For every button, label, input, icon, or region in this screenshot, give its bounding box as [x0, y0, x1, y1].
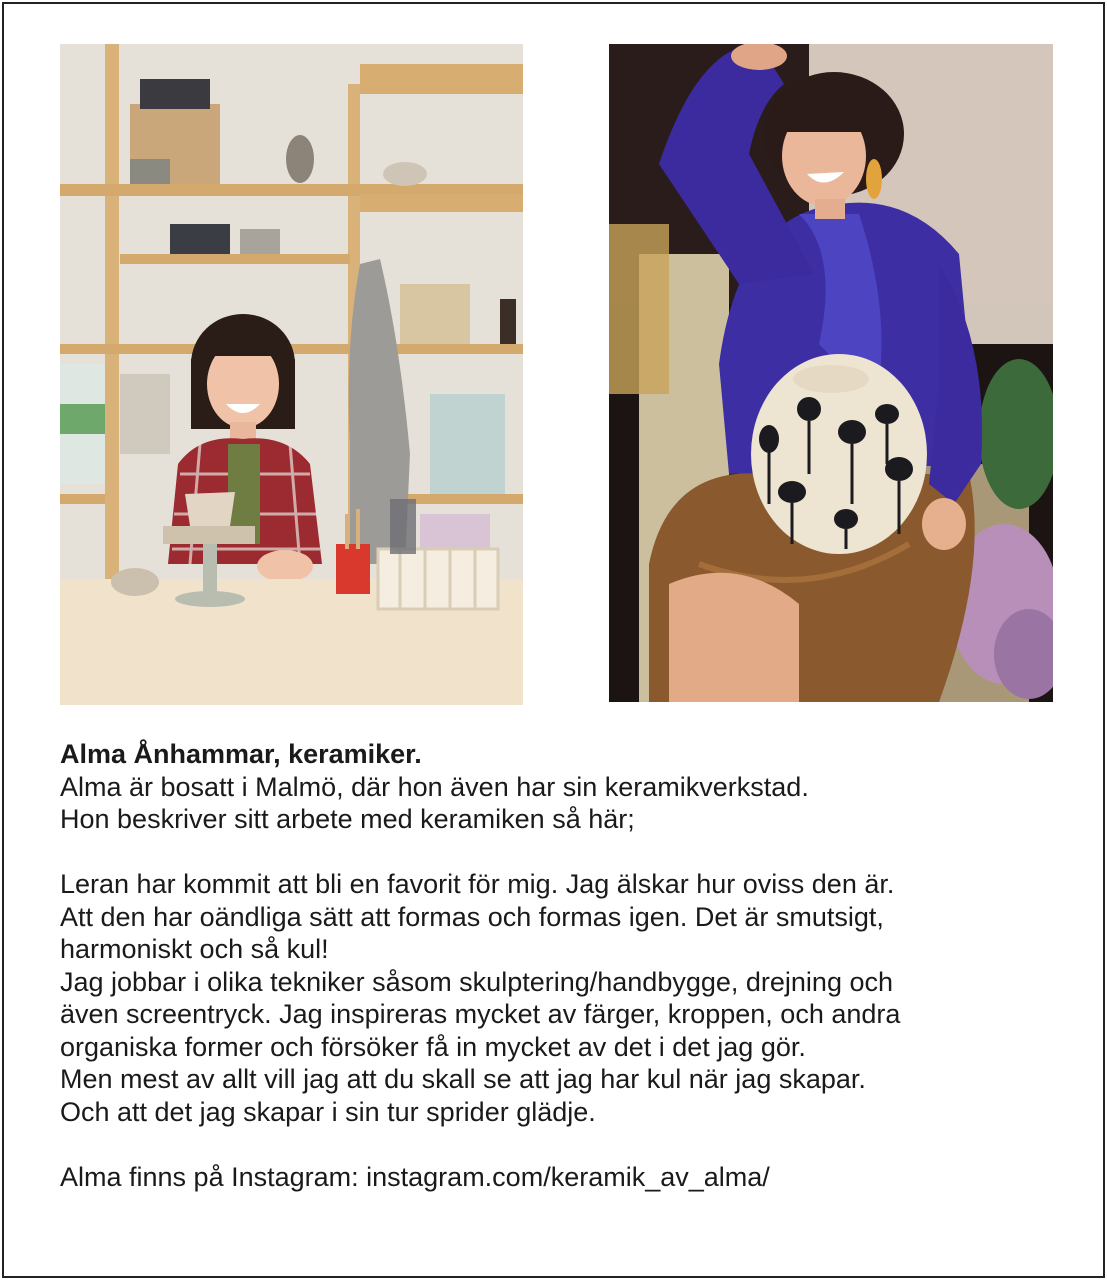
body-line: Att den har oändliga sätt att formas och formas igen. Det är smutsigt, — [60, 901, 884, 932]
intro-line: Alma är bosatt i Malmö, där hon även har sin keramikverkstad. — [60, 771, 809, 802]
article-heading: Alma Ånhammar, keramiker. — [60, 739, 422, 769]
article-text — [60, 738, 1070, 1193]
workshop-photo-illustration — [60, 44, 523, 705]
body-line: Leran har kommit att bli en favorit för mig. Jag älskar hur oviss den är. — [60, 869, 895, 899]
body-line: Jag jobbar i olika tekniker såsom skulptering/handbygge, drejning och — [60, 966, 893, 997]
instagram-line: Alma finns på Instagram: instagram.com/keramik_av_alma/ — [60, 1161, 770, 1192]
paragraph-gap — [60, 836, 1070, 869]
paragraph-gap — [60, 1128, 1070, 1161]
body-line: Och att det jag skapar i sin tur sprider glädje. — [60, 1096, 596, 1127]
body-line: Men mest av allt vill jag att du skall se att jag har kul när jag skapar. — [60, 1064, 866, 1094]
workshop-photo — [60, 44, 523, 705]
page-frame — [2, 2, 1105, 1278]
intro-line: Hon beskriver sitt arbete med keramiken så här; — [60, 804, 635, 834]
body-line: harmoniskt och så kul! — [60, 934, 329, 964]
body-line: organiska former och försöker få in mycket av det i det jag gör. — [60, 1031, 806, 1062]
body-line: även screentryck. Jag inspireras mycket av färger, kroppen, och andra — [60, 999, 901, 1029]
vase-photo — [609, 44, 1053, 702]
vase-photo-illustration — [609, 44, 1053, 702]
